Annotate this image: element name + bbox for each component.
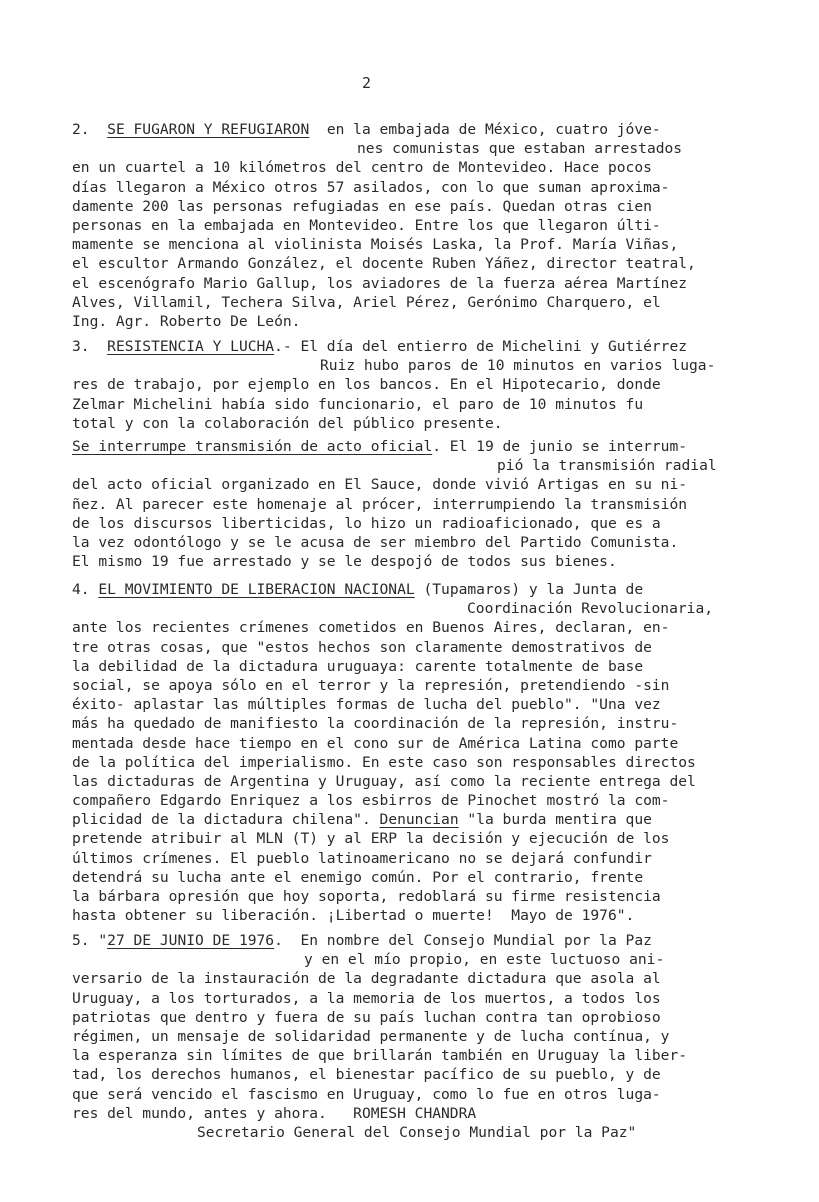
text-run: 5. " [72, 932, 108, 949]
text-run: nes comunistas que estaban arrestados [357, 140, 683, 158]
text-run: la bárbara opresión que hoy soporta, redoblará su firme resistencia [72, 888, 661, 905]
text-run: 4. [72, 581, 99, 598]
text-line [72, 120, 792, 139]
underlined-heading: SE FUGARON Y REFUGIARON [107, 121, 310, 138]
text-line [72, 906, 792, 925]
text-line [72, 887, 792, 906]
text-run: detendrá su lucha ante el enemigo común. Por el contrario, frente [72, 868, 644, 886]
section-s2 [72, 120, 792, 331]
text-line [72, 849, 792, 868]
text-line [72, 533, 792, 552]
text-run: pretende atribuir al MLN (T) y al ERP la decisión y ejecución de los [72, 830, 670, 848]
text-line [72, 950, 792, 969]
text-run: ñez. Al parecer este homenaje al prócer, interrumpiendo la transmisión [72, 495, 688, 513]
text-line [72, 1027, 792, 1046]
section-s4 [72, 580, 792, 925]
text-line [72, 375, 792, 394]
text-line [72, 293, 792, 312]
text-run: la debilidad de la dictadura uruguaya: carente totalmente de base [72, 657, 644, 675]
text-line [72, 989, 792, 1008]
text-run: El mismo 19 fue arrestado y se le despojó de todos sus bienes. [72, 553, 617, 571]
text-run: mamente se menciona al violinista Moisés Laska, la Prof. María Viñas, [72, 236, 679, 254]
text-line [72, 1123, 792, 1142]
text-line [72, 753, 792, 772]
text-run: y en el mío propio, en este luctuoso ani- [304, 951, 665, 969]
text-run: versario de la instauración de la degradante dictadura que asola al [72, 970, 661, 988]
text-line [72, 552, 792, 571]
text-run: (Tupamaros) y la Junta de [414, 581, 644, 598]
text-run: Uruguay, a los torturados, a la memoria de los muertos, a todos los [72, 989, 661, 1007]
text-run: patriotas que dentro y fuera de su país luchan contra tan oprobioso [72, 1008, 661, 1026]
text-line [72, 514, 792, 533]
text-run: que será vencido el fascismo en Uruguay, como lo fue en otros luga- [72, 1085, 661, 1103]
text-line [72, 216, 792, 235]
text-line [72, 337, 792, 356]
text-run: de los discursos liberticidas, lo hizo un radioaficionado, que es a [72, 514, 661, 532]
text-run: res de trabajo, por ejemplo en los bancos. En el Hipotecario, donde [72, 376, 661, 394]
text-run: últimos crímenes. El pueblo latinoamericano no se dejará confundir [72, 849, 652, 867]
text-run: días llegaron a México otros 57 asilados, con lo que suman aproxima- [72, 178, 670, 196]
text-line [72, 931, 792, 950]
text-run: total y con la colaboración del público presente. [72, 414, 503, 432]
text-line [72, 356, 792, 375]
section-s3 [72, 337, 792, 433]
text-run: 2. [72, 121, 108, 138]
text-run: del acto oficial organizado en El Sauce, donde vivió Artigas en su ni- [72, 476, 688, 494]
text-run: plicidad de la dictadura chilena". [72, 811, 380, 829]
text-line [72, 312, 792, 331]
underlined-heading: Denuncian [379, 811, 459, 829]
text-line [72, 437, 792, 456]
text-line [72, 714, 792, 733]
text-line [72, 791, 792, 810]
underlined-heading: EL MOVIMIENTO DE LIBERACION NACIONAL [98, 581, 415, 598]
text-run: las dictaduras de Argentina y Uruguay, así como la reciente entrega del [72, 772, 696, 790]
text-run: Coordinación Revolucionaria, [467, 600, 714, 618]
text-run: ante los recientes crímenes cometidos en Buenos Aires, declaran, en- [72, 619, 670, 637]
text-line [72, 254, 792, 273]
text-line [72, 414, 792, 433]
text-run: . En nombre del Consejo Mundial por la Paz [274, 932, 652, 949]
text-run: tre otras cosas, que "estos hechos son claramente demostrativos de [72, 638, 652, 656]
text-run: en la embajada de México, cuatro jóve- [309, 121, 661, 138]
text-line [72, 178, 792, 197]
text-line [72, 139, 792, 158]
text-run: personas en la embajada en Montevideo. Entre los que llegaron últi- [72, 216, 661, 234]
text-run: la vez odontólogo y se le acusa de ser miembro del Partido Comunista. [72, 533, 679, 551]
text-run: Secretario General del Consejo Mundial por la Paz" [197, 1123, 637, 1141]
underlined-heading: RESISTENCIA Y LUCHA [107, 338, 275, 355]
text-line [72, 197, 792, 216]
text-line [72, 734, 792, 753]
text-line [72, 395, 792, 414]
text-line [72, 868, 792, 887]
text-line [72, 772, 792, 791]
text-run: régimen, un mensaje de solidaridad permanente y de lucha contínua, y [72, 1027, 670, 1045]
text-run: damente 200 las personas refugiadas en ese país. Quedan otras cien [72, 197, 652, 215]
text-line [72, 1085, 792, 1104]
text-line [72, 475, 792, 494]
text-line [72, 158, 792, 177]
text-line [72, 657, 792, 676]
text-run: pió la transmisión radial [497, 457, 717, 475]
text-run: más ha quedado de manifiesto la coordinación de la represión, instru- [72, 715, 679, 733]
text-run: "la burda mentira que [458, 811, 652, 829]
text-line [72, 810, 792, 829]
text-line [72, 235, 792, 254]
text-run: mentada desde hace tiempo en el cono sur de América Latina como parte [72, 734, 679, 752]
underlined-heading: 27 DE JUNIO DE 1976 [107, 932, 275, 949]
text-run: Ing. Agr. Roberto De León. [72, 312, 301, 330]
section-s3b [72, 437, 792, 571]
text-line [72, 1065, 792, 1084]
text-line [72, 1008, 792, 1027]
text-run: compañero Edgardo Enriquez a los esbirros de Pinochet mostró la com- [72, 792, 670, 810]
text-run: res del mundo, antes y ahora. ROMESH CHANDRA [72, 1104, 477, 1122]
text-line [72, 638, 792, 657]
text-line [72, 580, 792, 599]
text-run: hasta obtener su liberación. ¡Libertad o muerte! Mayo de 1976". [72, 907, 635, 925]
text-line [72, 599, 792, 618]
text-line [72, 456, 792, 475]
text-run: Alves, Villamil, Techera Silva, Ariel Pérez, Gerónimo Charquero, el [72, 293, 661, 311]
text-run: social, se apoya sólo en el terror y la represión, pretendiendo -sin [72, 676, 670, 694]
text-run: éxito- aplastar las múltiples formas de lucha del pueblo". "Una vez [72, 696, 661, 714]
text-line [72, 1046, 792, 1065]
underlined-heading: Se interrumpe transmisión de acto oficial [72, 438, 433, 455]
text-run: Ruiz hubo paros de 10 minutos en varios luga- [320, 357, 716, 375]
text-line [72, 495, 792, 514]
text-run: 3. [72, 338, 108, 355]
text-line [72, 969, 792, 988]
text-run: la esperanza sin límites de que brillarán también en Uruguay la liber- [72, 1047, 688, 1065]
text-line [72, 695, 792, 714]
text-run: el escultor Armando González, el docente Ruben Yáñez, director teatral, [72, 255, 696, 273]
text-line [72, 676, 792, 695]
text-run: Zelmar Michelini había sido funcionario, el paro de 10 minutos fu [72, 395, 644, 413]
text-line [72, 274, 792, 293]
text-run: de la política del imperialismo. En este caso son responsables directos [72, 753, 696, 771]
text-line [72, 618, 792, 637]
text-run: .- El día del entierro de Michelini y Gutiérrez [274, 338, 688, 355]
text-run: en un cuartel a 10 kilómetros del centro de Montevideo. Hace pocos [72, 159, 652, 177]
text-line [72, 1104, 792, 1123]
text-run: el escenógrafo Mario Gallup, los aviadores de la fuerza aérea Martínez [72, 274, 688, 292]
text-run: . El 19 de junio se interrum- [432, 438, 688, 455]
text-line [72, 829, 792, 848]
page-number: 2 [362, 74, 372, 92]
section-s5 [72, 931, 792, 1142]
text-run: tad, los derechos humanos, el bienestar pacífico de su pueblo, y de [72, 1066, 661, 1084]
